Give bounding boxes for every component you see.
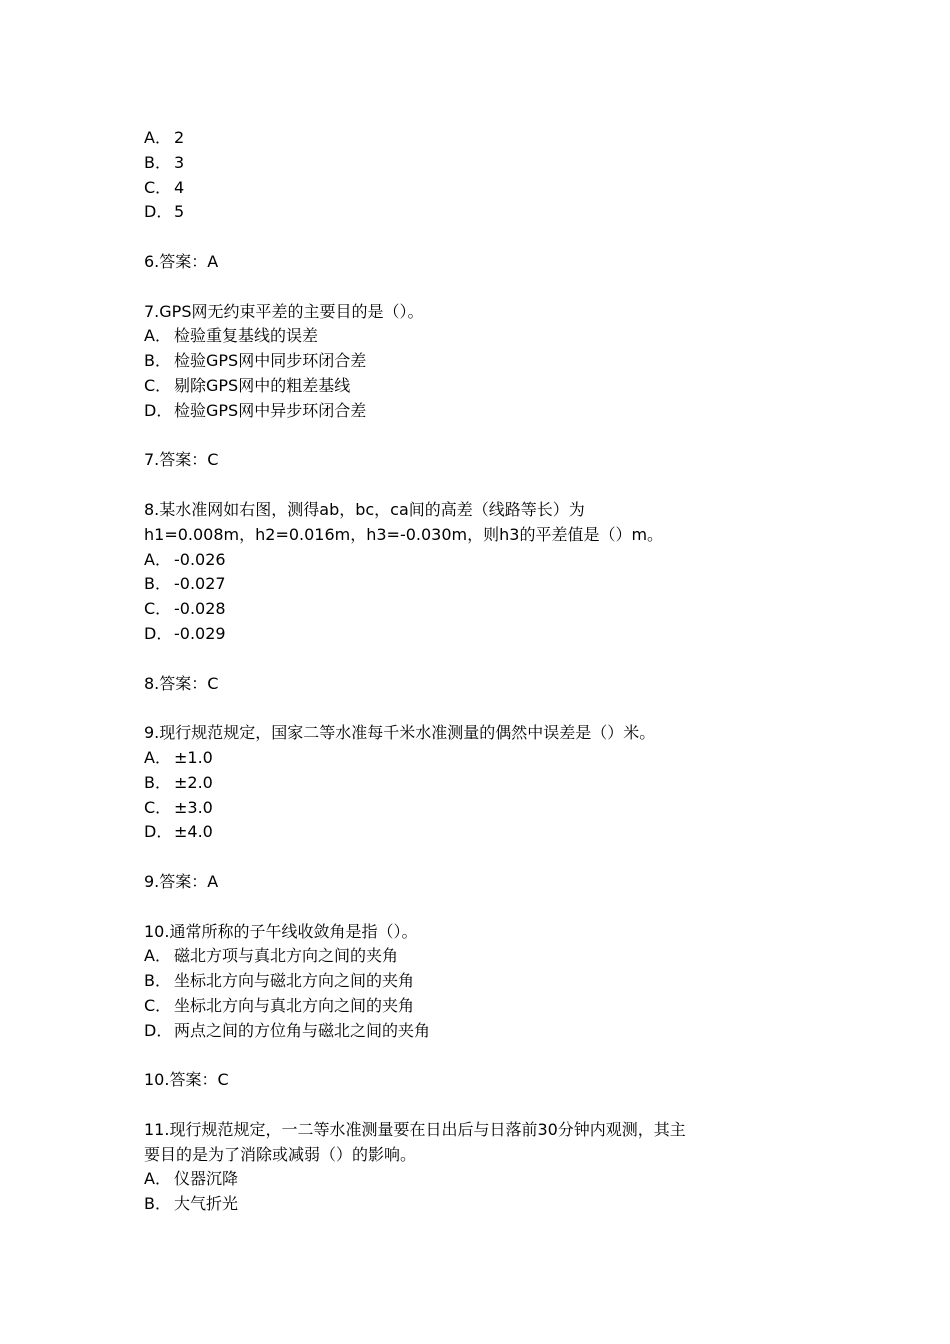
spacer bbox=[144, 647, 804, 672]
q10-question: 10.通常所称的子午线收敛角是指（）。 bbox=[144, 921, 418, 941]
q8-option-d: D． -0.029 bbox=[144, 623, 226, 643]
answer-10: 10.答案：C bbox=[144, 1070, 229, 1090]
q10-option-c: C． 坐标北方向与真北方向之间的夹角 bbox=[144, 995, 415, 1015]
answer-8: 8.答案：C bbox=[144, 673, 219, 693]
q11-question-line2: 要目的是为了消除或减弱（）的影响。 bbox=[144, 1144, 417, 1164]
q9-question: 9.现行规范规定，国家二等水准每千米水准测量的偶然中误差是（）米。 bbox=[144, 723, 656, 743]
spacer bbox=[144, 895, 804, 920]
q11-question-line1: 11.现行规范规定，一二等水准测量要在日出后与日落前30分钟内观测，其主 bbox=[144, 1119, 686, 1139]
answer-6: 6.答案：A bbox=[144, 251, 219, 271]
q8-option-a: A． -0.026 bbox=[144, 549, 226, 569]
q5-option-d: D． 5 bbox=[144, 202, 185, 222]
spacer bbox=[144, 696, 804, 721]
spacer bbox=[144, 1093, 804, 1118]
spacer bbox=[144, 1043, 804, 1068]
q5-option-b: B． 3 bbox=[144, 152, 185, 172]
q9-option-d: D． ±4.0 bbox=[144, 822, 213, 842]
q5-option-c: C． 4 bbox=[144, 177, 185, 197]
q5-options bbox=[144, 126, 804, 225]
answer-9: 9.答案：A bbox=[144, 871, 219, 891]
q8-question-line2: h1=0.008m，h2=0.016m，h3=-0.030m，则h3的平差值是（）m。 bbox=[144, 524, 664, 544]
q8-option-c: C． -0.028 bbox=[144, 599, 226, 619]
q10-option-a: A． 磁北方项与真北方向之间的夹角 bbox=[144, 946, 399, 966]
spacer bbox=[144, 473, 804, 498]
q9-option-a: A． ±1.0 bbox=[144, 747, 213, 767]
q8-option-b: B． -0.027 bbox=[144, 574, 226, 594]
q10-option-b: B． 坐标北方向与磁北方向之间的夹角 bbox=[144, 971, 415, 991]
spacer bbox=[144, 845, 804, 870]
q8-question-line1: 8.某水准网如右图，测得ab，bc，ca间的高差（线路等长）为 bbox=[144, 499, 585, 519]
q9-option-b: B． ±2.0 bbox=[144, 772, 213, 792]
q5-option-a: A． 2 bbox=[144, 128, 185, 147]
q7-option-b: B． 检验GPS网中同步环闭合差 bbox=[144, 351, 367, 371]
q9-option-c: C． ±3.0 bbox=[144, 797, 213, 817]
document-body bbox=[144, 126, 804, 1217]
q7-option-a: A． 检验重复基线的误差 bbox=[144, 326, 319, 346]
q7-option-c: C． 剔除GPS网中的粗差基线 bbox=[144, 375, 351, 395]
spacer bbox=[144, 424, 804, 449]
spacer bbox=[144, 275, 804, 300]
q7-option-d: D． 检验GPS网中异步环闭合差 bbox=[144, 400, 367, 420]
q7-question: 7.GPS网无约束平差的主要目的是（）。 bbox=[144, 301, 424, 321]
q10-option-d: D． 两点之间的方位角与磁北之间的夹角 bbox=[144, 1020, 431, 1040]
spacer bbox=[144, 225, 804, 250]
q11-option-a: A． 仪器沉降 bbox=[144, 1169, 239, 1189]
answer-7: 7.答案：C bbox=[144, 450, 219, 470]
q11-option-b: B． 大气折光 bbox=[144, 1194, 239, 1214]
